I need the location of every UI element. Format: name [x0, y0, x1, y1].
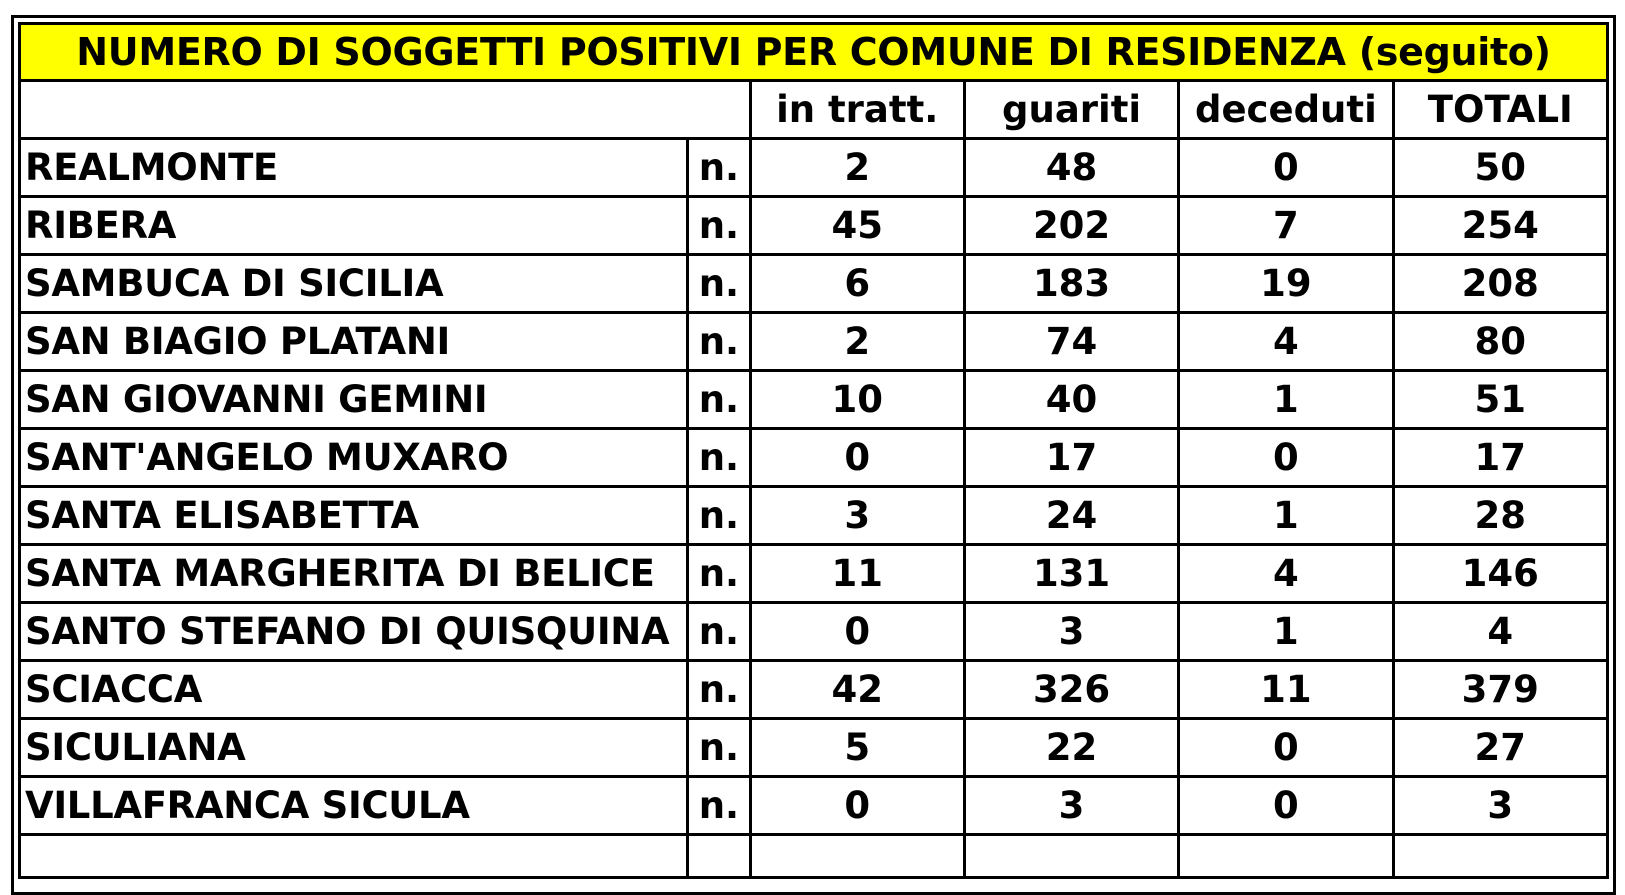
deceduti-value: 0: [1179, 777, 1393, 835]
comune-name: SANTA MARGHERITA DI BELICE: [20, 545, 688, 603]
table-row: [20, 429, 1608, 487]
table-row: [20, 255, 1608, 313]
unit-label: n.: [687, 661, 750, 719]
guariti-value: 48: [964, 139, 1178, 197]
table-row: [20, 545, 1608, 603]
in-tratt-value: 0: [750, 429, 964, 487]
deceduti-value: 0: [1179, 139, 1393, 197]
guariti-value: 202: [964, 197, 1178, 255]
header-deceduti: deceduti: [1179, 81, 1393, 139]
totali-value: 146: [1393, 545, 1607, 603]
empty-cell: [964, 835, 1178, 878]
comune-name: SICULIANA: [20, 719, 688, 777]
header-in-tratt: in tratt.: [750, 81, 964, 139]
unit-label: n.: [687, 313, 750, 371]
guariti-value: 326: [964, 661, 1178, 719]
unit-label: n.: [687, 429, 750, 487]
totali-value: 28: [1393, 487, 1607, 545]
guariti-value: 183: [964, 255, 1178, 313]
comune-name: SANTA ELISABETTA: [20, 487, 688, 545]
guariti-value: 24: [964, 487, 1178, 545]
in-tratt-value: 5: [750, 719, 964, 777]
deceduti-value: 11: [1179, 661, 1393, 719]
table-row: [20, 197, 1608, 255]
totali-value: 50: [1393, 139, 1607, 197]
comune-name: SAN GIOVANNI GEMINI: [20, 371, 688, 429]
guariti-value: 131: [964, 545, 1178, 603]
guariti-value: 40: [964, 371, 1178, 429]
empty-cell: [1179, 835, 1393, 878]
title-row: [20, 24, 1608, 81]
in-tratt-value: 45: [750, 197, 964, 255]
unit-label: n.: [687, 371, 750, 429]
empty-cell: [750, 835, 964, 878]
header-totali: TOTALI: [1393, 81, 1607, 139]
table-row: [20, 371, 1608, 429]
in-tratt-value: 6: [750, 255, 964, 313]
deceduti-value: 0: [1179, 719, 1393, 777]
empty-cell: [1393, 835, 1607, 878]
deceduti-value: 1: [1179, 371, 1393, 429]
guariti-value: 74: [964, 313, 1178, 371]
comune-name: REALMONTE: [20, 139, 688, 197]
in-tratt-value: 11: [750, 545, 964, 603]
comune-name: SAMBUCA DI SICILIA: [20, 255, 688, 313]
table-title: NUMERO DI SOGGETTI POSITIVI PER COMUNE DI RESIDENZA (seguito): [20, 24, 1608, 81]
deceduti-value: 1: [1179, 603, 1393, 661]
guariti-value: 3: [964, 603, 1178, 661]
table-row: [20, 313, 1608, 371]
totali-value: 3: [1393, 777, 1607, 835]
in-tratt-value: 2: [750, 139, 964, 197]
in-tratt-value: 0: [750, 777, 964, 835]
totali-value: 379: [1393, 661, 1607, 719]
comune-name: SANT'ANGELO MUXARO: [20, 429, 688, 487]
guariti-value: 17: [964, 429, 1178, 487]
in-tratt-value: 42: [750, 661, 964, 719]
table-row: [20, 603, 1608, 661]
totali-value: 254: [1393, 197, 1607, 255]
table-row: [20, 777, 1608, 835]
deceduti-value: 4: [1179, 545, 1393, 603]
in-tratt-value: 10: [750, 371, 964, 429]
deceduti-value: 0: [1179, 429, 1393, 487]
totali-value: 27: [1393, 719, 1607, 777]
comune-name: SAN BIAGIO PLATANI: [20, 313, 688, 371]
guariti-value: 3: [964, 777, 1178, 835]
table-row-partial: [20, 835, 1608, 878]
table-row: [20, 139, 1608, 197]
empty-cell: [687, 835, 750, 878]
header-row: [20, 81, 1608, 139]
unit-label: n.: [687, 777, 750, 835]
positives-table: [18, 22, 1609, 879]
deceduti-value: 1: [1179, 487, 1393, 545]
unit-label: n.: [687, 719, 750, 777]
unit-label: n.: [687, 139, 750, 197]
totali-value: 4: [1393, 603, 1607, 661]
totali-value: 208: [1393, 255, 1607, 313]
totali-value: 80: [1393, 313, 1607, 371]
table-row: [20, 719, 1608, 777]
in-tratt-value: 2: [750, 313, 964, 371]
unit-label: n.: [687, 255, 750, 313]
table-row: [20, 661, 1608, 719]
deceduti-value: 7: [1179, 197, 1393, 255]
unit-label: n.: [687, 487, 750, 545]
header-blank: [20, 81, 751, 139]
deceduti-value: 4: [1179, 313, 1393, 371]
comune-name: VILLAFRANCA SICULA: [20, 777, 688, 835]
totali-value: 17: [1393, 429, 1607, 487]
comune-name: SANTO STEFANO DI QUISQUINA: [20, 603, 688, 661]
totali-value: 51: [1393, 371, 1607, 429]
comune-name: SCIACCA: [20, 661, 688, 719]
comune-name: RIBERA: [20, 197, 688, 255]
empty-cell: [20, 835, 688, 878]
unit-label: n.: [687, 197, 750, 255]
in-tratt-value: 0: [750, 603, 964, 661]
unit-label: n.: [687, 603, 750, 661]
guariti-value: 22: [964, 719, 1178, 777]
deceduti-value: 19: [1179, 255, 1393, 313]
unit-label: n.: [687, 545, 750, 603]
table-row: [20, 487, 1608, 545]
in-tratt-value: 3: [750, 487, 964, 545]
header-guariti: guariti: [964, 81, 1178, 139]
